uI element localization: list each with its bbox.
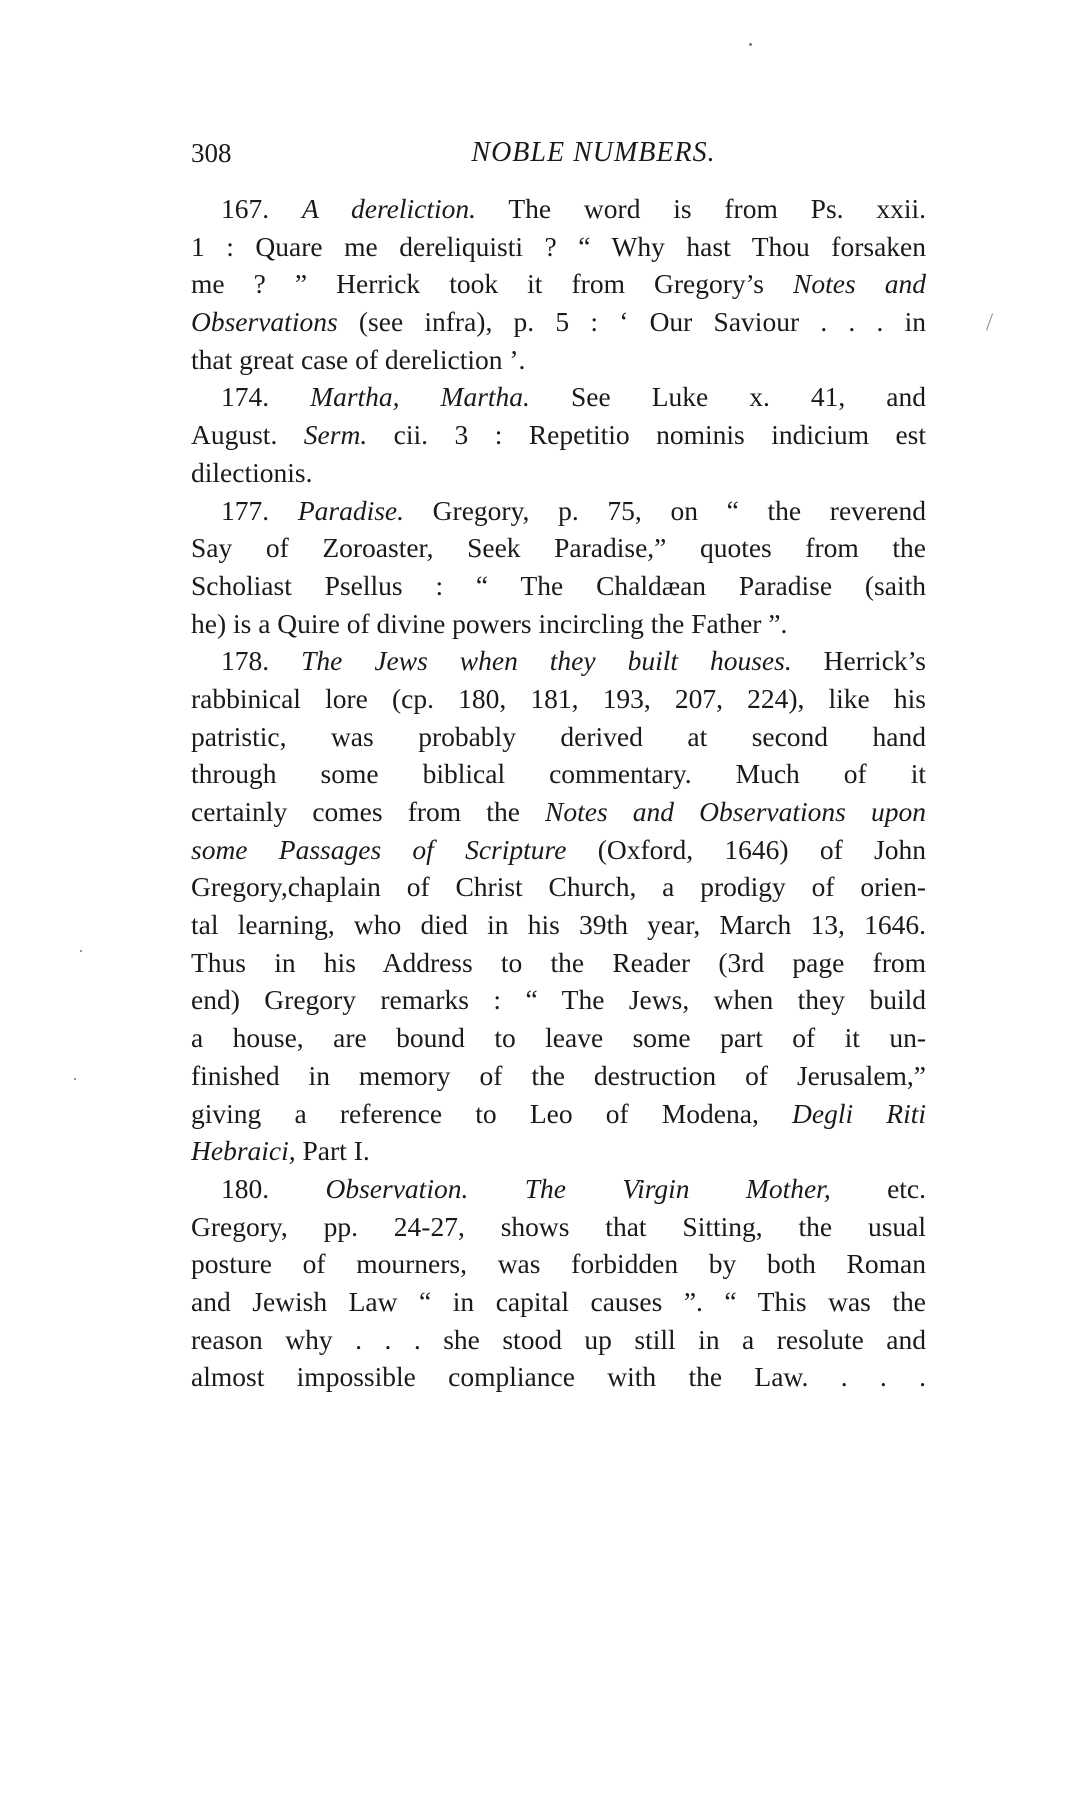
scan-speck [749,43,752,46]
note-number: 167. [221,193,302,224]
note-178-line: Thus in his Address to the Reader (3rd page from [191,946,926,978]
note-number: 180. [221,1172,326,1204]
note-number: 174. [221,381,311,413]
note-178-line: rabbinical lore (cp. 180, 181, 193, 207, 224), like his [191,682,926,714]
running-title: NOBLE NUMBERS. [471,137,716,168]
note-180-line: Gregory, pp. 24-27, shows that Sitting, the usual [191,1210,926,1242]
note-heading: Paradise. [297,494,404,526]
note-178-line: 178. The Jews when they built houses. Herrick’s [221,645,926,677]
note-167-line: that great case of dereliction ’. [191,343,526,375]
note-heading: Martha, Martha. [310,381,530,413]
note-heading: Observation. [325,1172,469,1204]
scan-speck [74,1078,76,1080]
note-180-line: 180. Observation. The Virgin Mother, etc. [221,1172,926,1204]
note-174-line: dilectionis. [191,456,313,488]
note-heading: The Jews when they built houses. [301,645,792,677]
note-178-line: Hebraici, Part I. [191,1135,370,1167]
note-180-line: posture of mourners, was forbidden by both Roman [191,1248,926,1280]
note-167-line: 167. A dereliction. The word is from Ps. xxii. [221,193,926,224]
note-180-line: almost impossible compliance with the Law. . . . [191,1361,926,1393]
note-180-line: and Jewish Law “ in capital causes ”. “ This was the [191,1285,926,1317]
note-174-line: August. Serm. cii. 3 : Repetitio nominis indicium est [191,419,926,451]
note-177-line: 177. Paradise. Gregory, p. 75, on “ the reverend [221,494,926,526]
note-178-line: certainly comes from the Notes and Observations upon [191,796,926,827]
note-number: 178. [221,645,302,677]
commentary-text [191,190,926,1396]
note-heading: A dereliction. [301,193,477,224]
note-178-line: a house, are bound to leave some part of it un- [191,1022,926,1054]
note-174-line: 174. Martha, Martha. See Luke x. 41, and [221,381,926,413]
page-number: 308 [191,138,232,168]
note-177-line: he) is a Quire of divine powers incircling the Father ”. [191,607,788,639]
scan-speck [80,950,82,952]
note-178-line: some Passages of Scripture (Oxford, 1646) of John [191,833,926,865]
note-178-line: Gregory,chaplain of Christ Church, a prodigy of orien- [191,871,926,903]
note-177-line: Scholiast Psellus : “ The Chaldæan Paradise (saith [191,569,926,601]
note-178-line: giving a reference to Leo of Modena, Degli Riti [191,1097,926,1129]
note-number: 177. [221,494,298,526]
note-177-line: Say of Zoroaster, Seek Paradise,” quotes from the [191,532,926,564]
note-178-line: end) Gregory remarks : “ The Jews, when they build [191,984,926,1016]
note-178-line: finished in memory of the destruction of Jerusalem,” [191,1059,926,1091]
note-178-line: through some biblical commentary. Much of it [191,758,926,790]
note-178-line: tal learning, who died in his 39th year, March 13, 1646. [191,909,926,941]
note-167-line: Observations (see infra), p. 5 : ‘ Our Saviour . . . in [191,306,926,338]
note-180-line: reason why . . . she stood up still in a resolute and [191,1323,926,1355]
note-178-line: patristic, was probably derived at second hand [191,720,926,752]
note-167-line: 1 : Quare me dereliquisti ? “ Why hast Thou forsaken [191,230,926,262]
note-167-line: me ? ” Herrick took it from Gregory’s Notes and [191,268,926,300]
scan-mark [986,313,993,330]
running-head [191,133,926,173]
